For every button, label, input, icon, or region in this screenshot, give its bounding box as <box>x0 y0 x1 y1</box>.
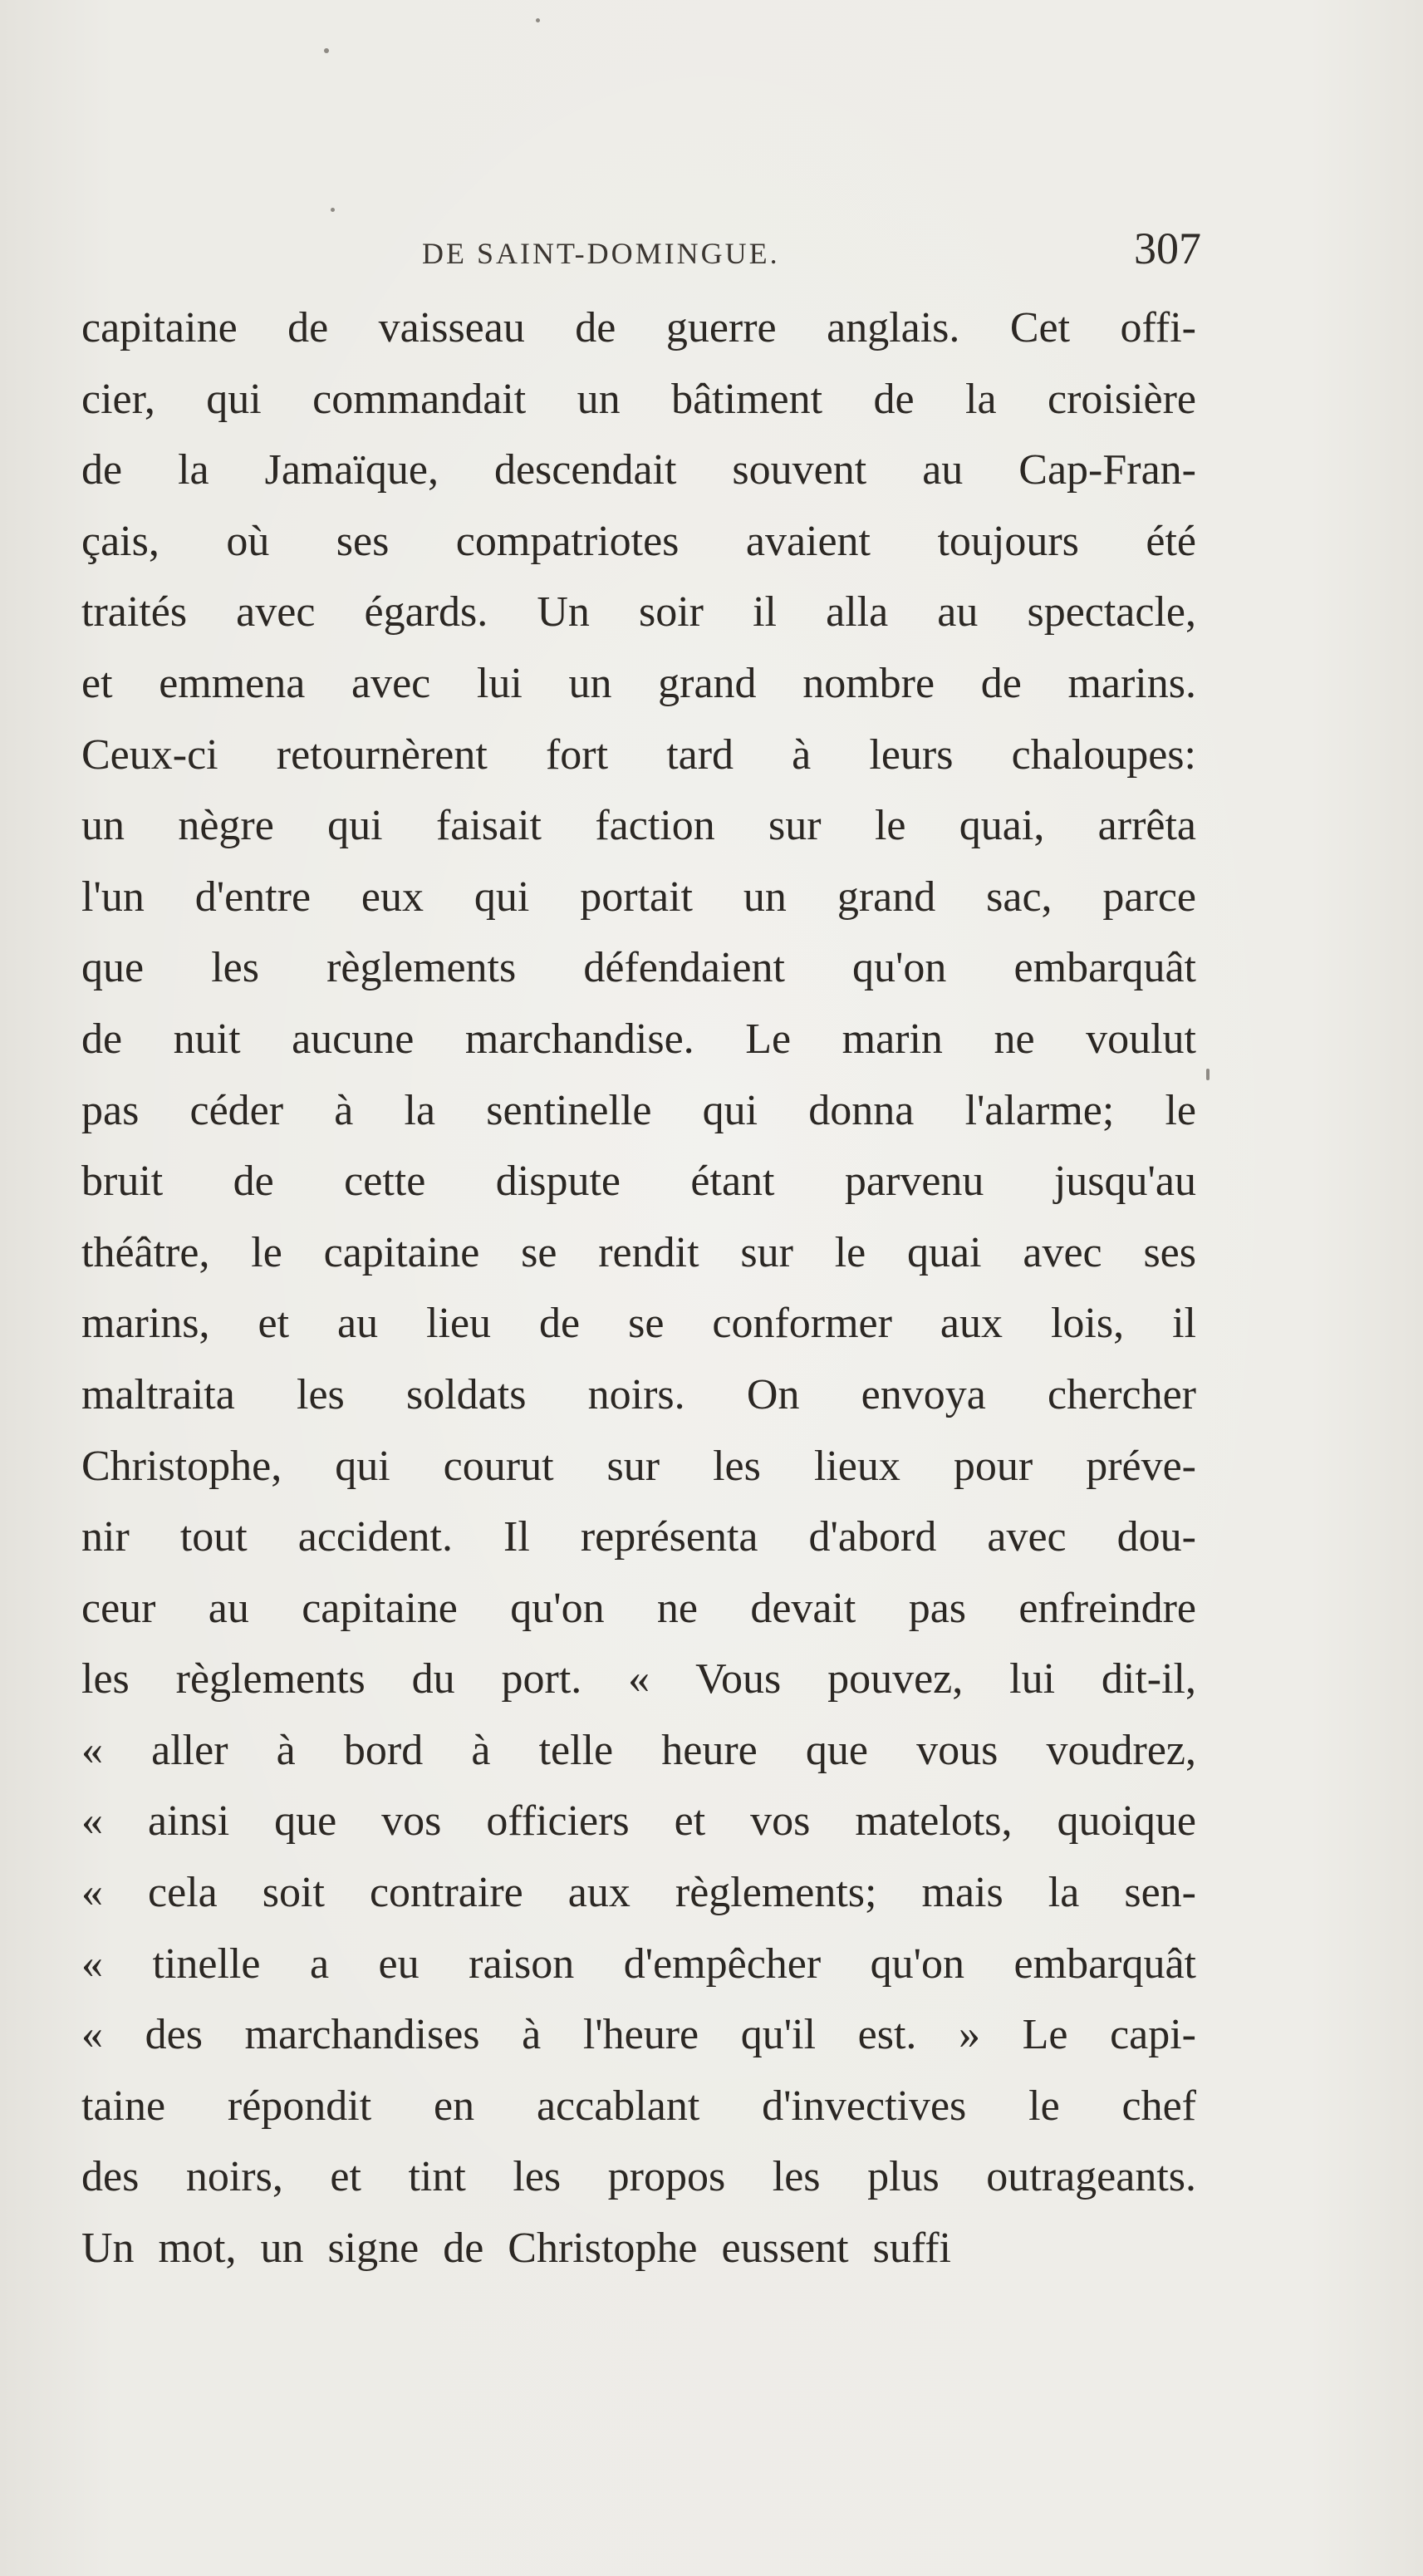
text-line: pas céder à la sentinelle qui donna l'alarme; le <box>81 1086 1196 1134</box>
text-line: çais, où ses compatriotes avaient toujours été <box>81 517 1196 565</box>
text-line: les règlements du port. « Vous pouvez, lui dit-il, <box>81 1655 1196 1703</box>
text-line: « aller à bord à telle heure que vous voudrez, <box>81 1726 1196 1774</box>
text-line: Un mot, un signe de Christophe eussent suffi <box>81 2225 951 2273</box>
text-line: bruit de cette dispute étant parvenu jusqu'au <box>81 1158 1196 1206</box>
text-line: « tinelle a eu raison d'empêcher qu'on embarquât <box>81 1939 1196 1988</box>
text-line: Ceux-ci retournèrent fort tard à leurs chaloupes: <box>81 730 1196 779</box>
paper-speck <box>324 48 329 53</box>
page-number: 307 <box>1134 224 1201 273</box>
text-line: taine répondit en accablant d'invectives le chef <box>81 2082 1196 2130</box>
text-line: un nègre qui faisait faction sur le quai, arrêta <box>81 802 1196 850</box>
text-line: « cela soit contraire aux règlements; mais la sen- <box>81 1869 1196 1917</box>
text-line: capitaine de vaisseau de guerre anglais. Cet offi- <box>81 304 1196 351</box>
text-line: de la Jamaïque, descendait souvent au Cap-Fran- <box>81 446 1196 494</box>
paper-speck <box>1206 1069 1210 1080</box>
text-line: « ainsi que vos officiers et vos matelots, quoique <box>81 1797 1196 1846</box>
text-line: marins, et au lieu de se conformer aux lois, il <box>81 1300 1196 1348</box>
text-line: « des marchandises à l'heure qu'il est. » Le capi- <box>81 2011 1196 2059</box>
paper-speck <box>536 18 540 22</box>
text-line: de nuit aucune marchandise. Le marin ne voulut <box>81 1015 1196 1063</box>
paper-speck <box>331 208 335 212</box>
text-line: cier, qui commandait un bâtiment de la croisière <box>81 375 1196 423</box>
text-line: maltraita les soldats noirs. On envoya chercher <box>81 1370 1196 1418</box>
text-line: Christophe, qui courut sur les lieux pour préve- <box>81 1442 1196 1490</box>
text-line: nir tout accident. Il représenta d'abord avec dou- <box>81 1513 1196 1561</box>
text-line: l'un d'entre eux qui portait un grand sac, parce <box>81 873 1196 921</box>
running-head: DE SAINT-DOMINGUE. <box>422 237 780 270</box>
text-line: traités avec égards. Un soir il alla au spectacle, <box>81 588 1196 637</box>
text-line: que les règlements défendaient qu'on embarquât <box>81 944 1196 992</box>
text-line: théâtre, le capitaine se rendit sur le quai avec ses <box>81 1228 1196 1276</box>
text-line: et emmena avec lui un grand nombre de marins. <box>81 659 1196 707</box>
text-line: ceur au capitaine qu'on ne devait pas enfreindre <box>81 1584 1196 1632</box>
body-text <box>81 293 1196 2284</box>
page-header <box>83 223 1221 289</box>
text-line: des noirs, et tint les propos les plus outrageants. <box>81 2153 1196 2201</box>
